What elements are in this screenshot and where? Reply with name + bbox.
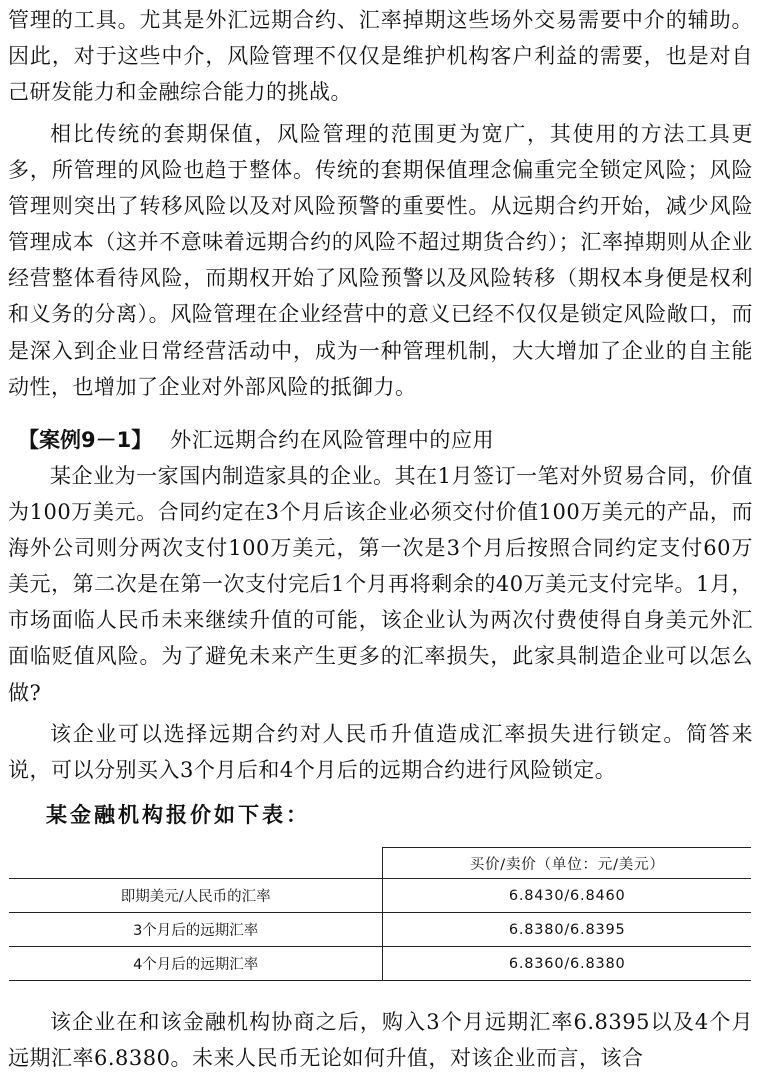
table-row	[9, 879, 751, 913]
table-header-label	[9, 848, 383, 879]
exchange-rate-quote-table	[9, 847, 751, 981]
table-cell-value: 6.8360/6.8380	[383, 947, 751, 981]
table-cell-value: 6.8380/6.8395	[383, 913, 751, 947]
table-header-value: 买价/卖价（单位：元/美元）	[383, 848, 751, 879]
case-label: 【案例9－1】	[18, 428, 153, 452]
table-cell-label: 即期美元/人民币的汇率	[9, 879, 383, 913]
table-row	[9, 913, 751, 947]
paragraph-intro-continuation: 管理的工具。尤其是外汇远期合约、汇率掉期这些场外交易需要中介的辅助。因此，对于这些中介，风险管理不仅仅是维护机构客户利益的需要，也是对自己研发能力和金融综合能力的挑战。	[8, 8, 753, 105]
table-header-row	[9, 848, 751, 879]
table-row	[9, 947, 751, 981]
case-title: 外汇远期合约在风险管理中的应用	[170, 428, 495, 452]
table-title: 某金融机构报价如下表：	[46, 803, 310, 827]
paragraph-risk-management-scope: 相比传统的套期保值，风险管理的范围更为宽广，其使用的方法工具更多，所管理的风险也趋于整体。传统的套期保值理念偏重完全锁定风险；风险管理则突出了转移风险以及对风险预警的重要性。从远期合约开始，减少风险管理成本（这并不意味着远期合约的风险不超过期货合约）；汇率掉期则从企业经营整体看待风险，而期权开始了风险预警以及风险转移（期权本身便是权利和义务的分离）。风险管理在企业经营中的意义已经不仅仅是锁定风险敞口，而是深入到企业日常经营活动中，成为一种管理机制，大大增加了企业的自主能动性，也增加了企业对外部风险的抵御力。	[8, 122, 753, 399]
paragraph-case-description: 某企业为一家国内制造家具的企业。其在1月签订一笔对外贸易合同，价值为100万美元。合同约定在3个月后该企业必须交付价值100万美元的产品，而海外公司则分两次支付100万美元，第一次是3个月后按照合同约定支付60万美元，第二次是在第一次支付完后1个月再将剩余的40万美元支付完毕。1月，市场面临人民币未来继续升值的可能，该企业认为两次付费使得自身美元外汇面临贬值风险。为了避免未来产生更多的汇率损失，此家具制造企业可以怎么做?	[8, 464, 753, 705]
table-cell-label: 4个月后的远期汇率	[9, 947, 383, 981]
case-heading	[18, 422, 494, 458]
paragraph-case-outcome: 该企业在和该金融机构协商之后，购入3个月远期汇率6.8395以及4个月远期汇率6.8380。未来人民币无论如何升值，对该企业而言，该合	[8, 1010, 753, 1071]
table-cell-value: 6.8430/6.8460	[383, 879, 751, 913]
paragraph-case-solution: 该企业可以选择远期合约对人民币升值造成汇率损失进行锁定。简答来说，可以分别买入3个月后和4个月后的远期合约进行风险锁定。	[8, 722, 753, 783]
table-cell-label: 3个月后的远期汇率	[9, 913, 383, 947]
